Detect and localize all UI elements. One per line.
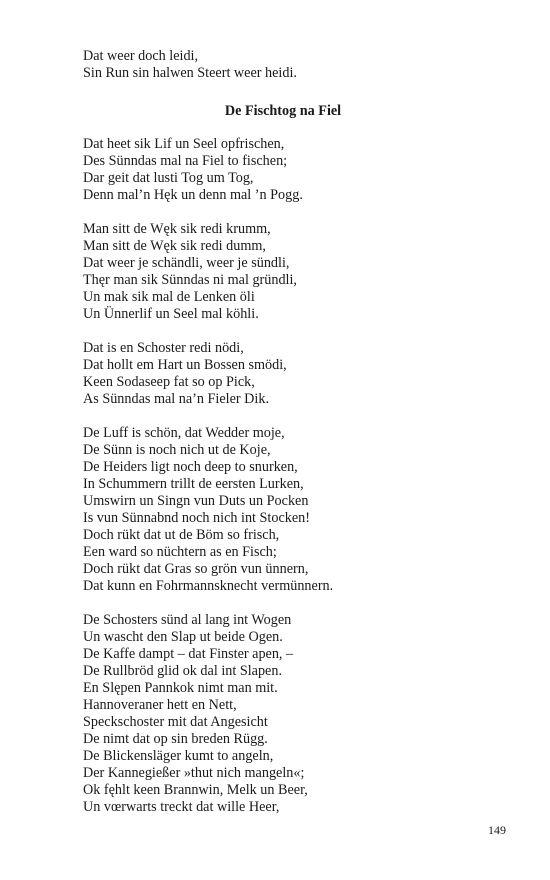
verse-line: En Slępen Pannkok nimt man mit. xyxy=(83,680,278,696)
stanza-4 xyxy=(83,425,483,595)
verse-line: Ok fęhlt keen Brannwin, Melk un Beer, xyxy=(83,782,308,798)
stanza-3 xyxy=(83,340,483,408)
verse-line: Doch rükt dat Gras so grön vun ünnern, xyxy=(83,561,309,577)
verse-line: De Heiders ligt noch deep to snurken, xyxy=(83,459,298,475)
verse-line: De Kaffe dampt – dat Finster apen, – xyxy=(83,646,294,662)
verse-line: Un mak sik mal de Lenken öli xyxy=(83,289,255,305)
verse-line: Dar geit dat lusti Tog um Tog, xyxy=(83,170,254,186)
verse-line: Hannoveraner hett en Nett, xyxy=(83,697,237,713)
verse-line: De nimt dat op sin breden Rügg. xyxy=(83,731,268,747)
verse-line: Un vœrwarts treckt dat wille Heer, xyxy=(83,799,280,815)
stanza-gap xyxy=(83,595,483,612)
verse-line: Thęr man sik Sünndas ni mal gründli, xyxy=(83,272,297,288)
stanza-2 xyxy=(83,221,483,323)
verse-line: Dat kunn en Fohrmannsknecht vermünnern. xyxy=(83,578,334,594)
page-text xyxy=(83,48,483,816)
stanza-gap xyxy=(83,204,483,221)
verse-line: De Schosters sünd al lang int Wogen xyxy=(83,612,292,628)
verse-line: De Sünn is noch nich ut de Koje, xyxy=(83,442,271,458)
verse-line: Un wascht den Slap ut beide Ogen. xyxy=(83,629,283,645)
verse-line: Man sitt de Węk sik redi krumm, xyxy=(83,221,271,237)
verse-line: Speckschoster mit dat Angesicht xyxy=(83,714,268,730)
verse-line: Dat hollt em Hart un Bossen smödi, xyxy=(83,357,287,373)
poem-title: De Fischtog na Fiel xyxy=(224,103,342,119)
verse-line: Dat weer je schändli, weer je sündli, xyxy=(83,255,290,271)
verse-line: Der Kannegießer »thut nich mangeln«; xyxy=(83,765,305,781)
verse-line: De Luff is schön, dat Wedder moje, xyxy=(83,425,285,441)
verse-line: Dat weer doch leidi, xyxy=(83,48,199,64)
intro-stanza xyxy=(83,48,483,82)
verse-line: Sin Run sin halwen Steert weer heidi. xyxy=(83,65,297,81)
verse-line: De Rullbröd glid ok dal int Slapen. xyxy=(83,663,282,679)
page-number: 149 xyxy=(488,823,506,837)
stanza-1 xyxy=(83,136,483,204)
verse-line: Umswirn un Singn vun Duts un Pocken xyxy=(83,493,309,509)
stanza-5 xyxy=(83,612,483,816)
verse-line: Dat heet sik Lif un Seel opfrischen, xyxy=(83,136,285,152)
verse-line: De Blickensläger kumt to angeln, xyxy=(83,748,274,764)
verse-line: Een ward so nüchtern as en Fisch; xyxy=(83,544,277,560)
verse-line: In Schummern trillt de eersten Lurken, xyxy=(83,476,304,492)
verse-line: Un Ünnerlif un Seel mal köhli. xyxy=(83,306,259,322)
stanza-gap xyxy=(83,323,483,340)
stanza-gap xyxy=(83,408,483,425)
verse-line: Doch rükt dat ut de Böm so frisch, xyxy=(83,527,280,543)
verse-line: As Sünndas mal na’n Fieler Dik. xyxy=(83,391,269,407)
verse-line: Man sitt de Węk sik redi dumm, xyxy=(83,238,266,254)
verse-line: Des Sünndas mal na Fiel to fischen; xyxy=(83,153,288,169)
verse-line: Keen Sodaseep fat so op Pick, xyxy=(83,374,255,390)
verse-line: Is vun Sünnabnd noch nich int Stocken! xyxy=(83,510,310,526)
verse-line: Dat is en Schoster redi nödi, xyxy=(83,340,244,356)
verse-line: Denn mal’n Hęk un denn mal ’n Pogg. xyxy=(83,187,303,203)
